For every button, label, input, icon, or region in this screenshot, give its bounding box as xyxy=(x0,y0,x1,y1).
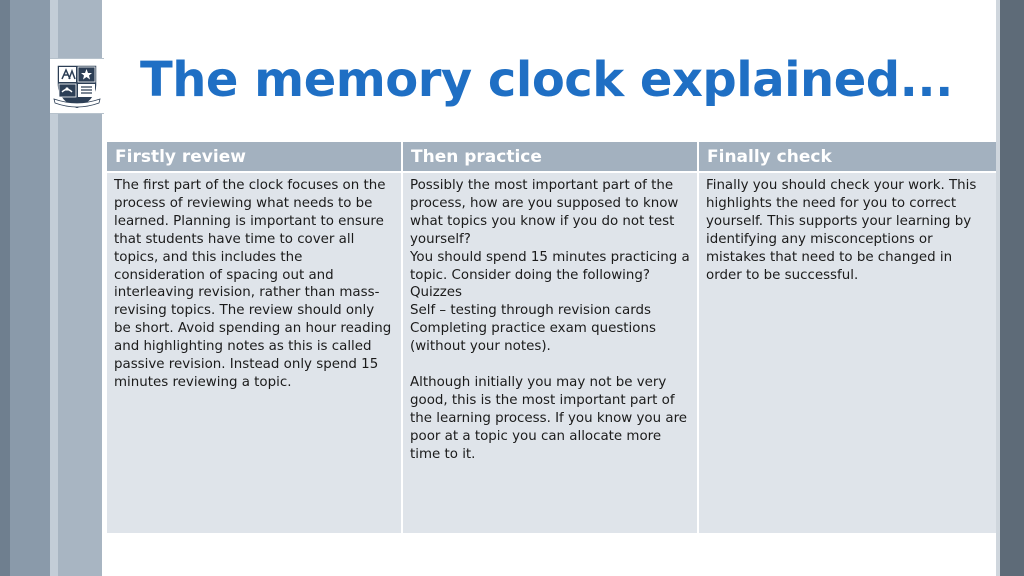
practice-text-quizzes: Quizzes xyxy=(410,285,463,301)
practice-text-time: You should spend 15 minutes practicing a topic. Consider doing the following? xyxy=(410,249,690,283)
column-header-check: Finally check xyxy=(699,142,996,171)
practice-text-self-testing: Self – testing through revision cards xyxy=(410,303,651,319)
column-header-practice: Then practice xyxy=(403,142,699,171)
practice-text-conclusion: Although initially you may not be very good, this is the most important part of the learning process. If you know you are poor at a topic you can allocate more time to it. xyxy=(410,374,688,462)
practice-spacer xyxy=(410,356,690,374)
practice-cell xyxy=(403,171,699,533)
check-cell xyxy=(699,171,996,533)
review-cell xyxy=(107,171,403,533)
logo-panel xyxy=(50,58,104,114)
left-decor-strip-mid xyxy=(10,0,50,576)
practice-text-exam-questions: Completing practice exam questions (without your notes). xyxy=(410,321,656,355)
column-header-review: Firstly review xyxy=(107,142,403,171)
memory-clock-table xyxy=(107,142,996,533)
left-decor-strip-dark xyxy=(0,0,10,576)
right-decor-strip-dark xyxy=(1000,0,1024,576)
practice-text-intro: Possibly the most important part of the process, how are you supposed to know what topics you know if you do not test yourself? xyxy=(410,178,679,247)
review-text: The first part of the clock focuses on the process of reviewing what needs to be learned. Planning is important to ensure that students have time to cover all topics, and this includes the consideration of spacing out and interleaving revision, rather than mass-revising topics. The review should only be short. Avoid spending an hour reading and highlighting notes as this is called passive revision. Instead only spend 15 minutes reviewing a topic. xyxy=(114,178,392,390)
check-text: Finally you should check your work. This highlights the need for you to correct yourself. This supports your learning by identifying any misconceptions or mistakes that need to be changed in order to be successful. xyxy=(706,178,977,283)
page-title: The memory clock explained... xyxy=(140,52,953,108)
school-crest-icon xyxy=(52,61,102,111)
